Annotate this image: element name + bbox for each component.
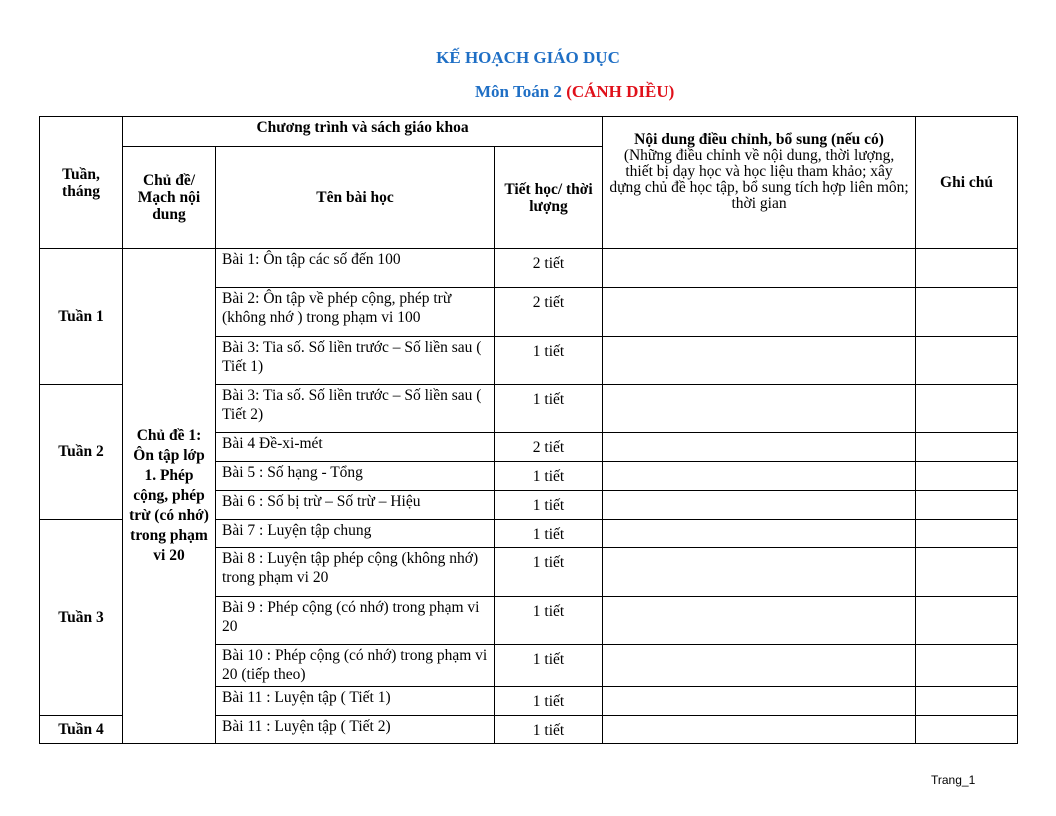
education-plan-table [39, 116, 1018, 744]
note-cell [916, 249, 1018, 288]
header-lesson: Tên bài học [216, 147, 495, 249]
lesson-period: 1 tiết [495, 520, 603, 548]
header-topic: Chủ đề/ Mạch nội dung [123, 147, 216, 249]
lesson-period: 1 tiết [495, 337, 603, 385]
header-adjustment-note: (Những điều chỉnh về nội dung, thời lượng, thiết bị dạy học và học liệu tham khảo; xây dựng chủ đề học tập, bổ sung tích hợp liên môn; thời gian [609, 147, 909, 212]
note-cell [916, 520, 1018, 548]
adjustment-cell [603, 548, 916, 597]
note-cell [916, 687, 1018, 716]
note-cell [916, 491, 1018, 520]
adjustment-cell [603, 687, 916, 716]
adjustment-cell [603, 433, 916, 462]
header-program: Chương trình và sách giáo khoa [123, 117, 603, 147]
lesson-period: 1 tiết [495, 716, 603, 744]
adjustment-cell [603, 520, 916, 548]
lesson-name: Bài 11 : Luyện tập ( Tiết 2) [216, 716, 495, 744]
adjustment-cell [603, 337, 916, 385]
week-cell: Tuần 2 [40, 385, 123, 520]
note-cell [916, 462, 1018, 491]
adjustment-cell [603, 288, 916, 337]
adjustment-cell [603, 462, 916, 491]
adjustment-cell [603, 645, 916, 687]
note-cell [916, 288, 1018, 337]
page-number: Trang_1 [931, 773, 976, 787]
note-cell [916, 337, 1018, 385]
note-cell [916, 385, 1018, 433]
adjustment-cell [603, 385, 916, 433]
lesson-name: Bài 9 : Phép cộng (có nhớ) trong phạm vi 20 [216, 597, 495, 645]
header-adjustment-title: Nội dung điều chỉnh, bổ sung (nếu có) [634, 131, 884, 148]
lesson-name: Bài 2: Ôn tập về phép cộng, phép trừ (không nhớ ) trong phạm vi 100 [216, 288, 495, 337]
lesson-name: Bài 11 : Luyện tập ( Tiết 1) [216, 687, 495, 716]
lesson-period: 1 tiết [495, 491, 603, 520]
lesson-name: Bài 3: Tia số. Số liền trước – Số liền sau ( Tiết 2) [216, 385, 495, 433]
header-period: Tiết học/ thời lượng [495, 147, 603, 249]
lesson-period: 2 tiết [495, 433, 603, 462]
adjustment-cell [603, 716, 916, 744]
lesson-period: 2 tiết [495, 288, 603, 337]
adjustment-cell [603, 249, 916, 288]
document-subtitle [475, 82, 674, 102]
lesson-period: 1 tiết [495, 462, 603, 491]
week-cell: Tuần 4 [40, 716, 123, 744]
edition-label: (CÁNH DIỀU) [566, 82, 675, 101]
lesson-name: Bài 1: Ôn tập các số đến 100 [216, 249, 495, 288]
table-row [40, 249, 1018, 288]
lesson-period: 1 tiết [495, 687, 603, 716]
lesson-name: Bài 4 Đề-xi-mét [216, 433, 495, 462]
lesson-period: 1 tiết [495, 645, 603, 687]
lesson-period: 1 tiết [495, 385, 603, 433]
note-cell [916, 597, 1018, 645]
lesson-period: 1 tiết [495, 597, 603, 645]
note-cell [916, 433, 1018, 462]
adjustment-cell [603, 597, 916, 645]
header-adjustment [603, 117, 916, 249]
lesson-name: Bài 6 : Số bị trừ – Số trừ – Hiệu [216, 491, 495, 520]
note-cell [916, 548, 1018, 597]
week-cell: Tuần 3 [40, 520, 123, 716]
lesson-period: 1 tiết [495, 548, 603, 597]
week-cell: Tuần 1 [40, 249, 123, 385]
lesson-name: Bài 10 : Phép cộng (có nhớ) trong phạm vi 20 (tiếp theo) [216, 645, 495, 687]
topic-cell: Chủ đề 1: Ôn tập lớp 1. Phép cộng, phép trừ (có nhớ) trong phạm vi 20 [123, 249, 216, 744]
subject-label: Môn Toán 2 [475, 82, 562, 101]
note-cell [916, 645, 1018, 687]
document-title: KẾ HOẠCH GIÁO DỤC [436, 48, 620, 67]
lesson-name: Bài 7 : Luyện tập chung [216, 520, 495, 548]
lesson-period: 2 tiết [495, 249, 603, 288]
header-week: Tuần, tháng [40, 117, 123, 249]
lesson-name: Bài 3: Tia số. Số liền trước – Số liền sau ( Tiết 1) [216, 337, 495, 385]
lesson-name: Bài 5 : Số hạng - Tổng [216, 462, 495, 491]
note-cell [916, 716, 1018, 744]
header-note: Ghi chú [916, 117, 1018, 249]
lesson-name: Bài 8 : Luyện tập phép cộng (không nhớ) trong phạm vi 20 [216, 548, 495, 597]
adjustment-cell [603, 491, 916, 520]
